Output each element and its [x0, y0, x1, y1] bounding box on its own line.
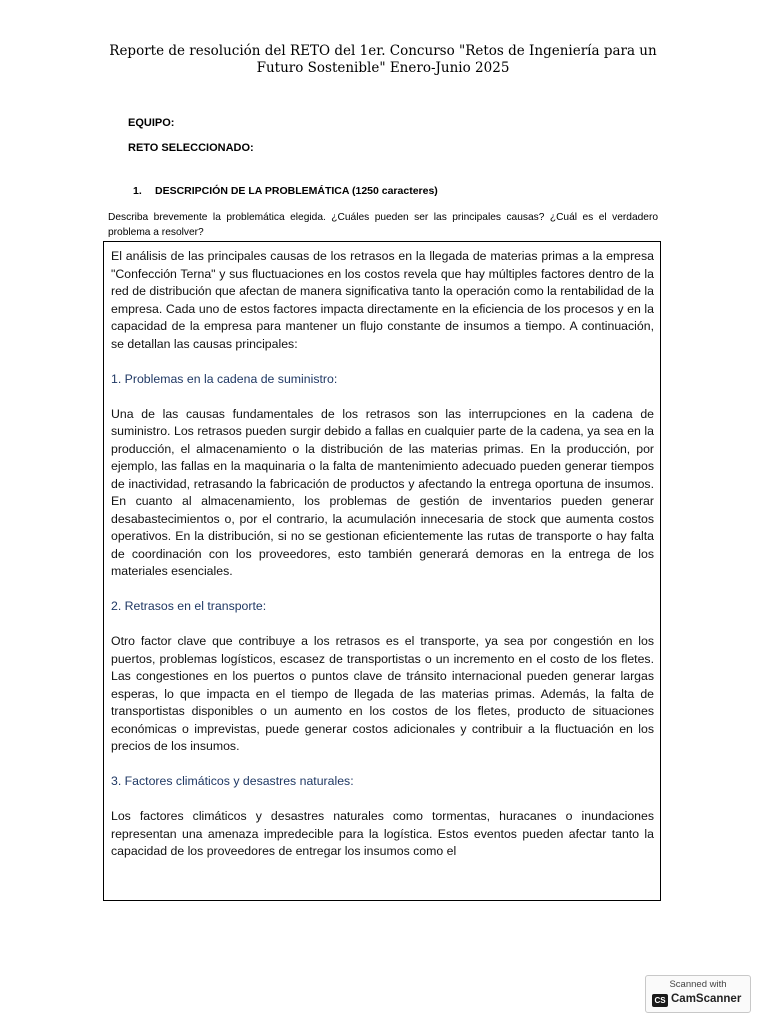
watermark-scanned-text: Scanned with	[669, 979, 727, 990]
subheading-climate: 3. Factores climáticos y desastres naturales:	[111, 774, 354, 788]
reto-label: RETO SELECCIONADO:	[128, 142, 254, 154]
camscanner-watermark	[645, 975, 751, 1013]
equipo-label: EQUIPO:	[128, 117, 175, 129]
subheading-supply-chain: 1. Problemas en la cadena de suministro:	[111, 371, 338, 386]
camscanner-logo-icon: CS	[652, 994, 668, 1007]
section-number: 1.	[133, 185, 142, 197]
subheading-transport: 2. Retrasos en el transporte:	[111, 599, 267, 613]
section-heading	[133, 185, 438, 197]
section-title: DESCRIPCIÓN DE LA PROBLEMÁTICA (1250 caracteres)	[155, 185, 438, 197]
paragraph-climate: Los factores climáticos y desastres naturales como tormentas, huracanes o inundaciones representan una amenaza impredecible para la logística. Estos eventos pueden afectar tanto la capacidad de los proveedores de entregar los insumos como el	[111, 809, 654, 858]
answer-box	[103, 241, 661, 901]
watermark-brand-name: CamScanner	[671, 993, 742, 1005]
section-instructions: Describa brevemente la problemática elegida. ¿Cuáles pueden ser las principales causas? ¿Cuál es el verdadero problema a resolver?	[108, 212, 658, 238]
intro-paragraph: El análisis de las principales causas de los retrasos en la llegada de materias primas a la empresa "Confección Terna" y sus fluctuaciones en los costos revela que hay múltiples factores dentro de la red de distribución que afectan de manera significativa tanto la operación como la rentabilidad de la empresa. Cada uno de estos factores impacta directamente en la eficiencia de los procesos y en la capacidad de la empresa para mantener un flujo constante de insumos a tiempo. A continuación, se detallan las causas principales:	[111, 249, 654, 351]
paragraph-supply-chain: Una de las causas fundamentales de los retrasos son las interrupciones en la cadena de suministro. Los retrasos pueden surgir debido a fallas en cualquier parte de la cadena, ya sea en la producción, el almacenamiento o la distribución de las materias primas. En la producción, por ejemplo, las fallas en la maquinaria o la falta de mantenimiento adecuado pueden generar tiempos de inactividad, retrasando la fabricación de productos y afectando la entrega oportuna de insumos. En cuanto al almacenamiento, los problemas de gestión de inventarios pueden generar desabastecimientos o, por el contrario, la acumulación innecesaria de stock que aumenta costos operativos. En la distribución, si no se gestionan eficientemente las rutas de transporte o hay falta de coordinación con los proveedores, esto también generará demoras en la entrega de los materiales esenciales.	[111, 406, 654, 578]
paragraph-transport: Otro factor clave que contribuye a los retrasos es el transporte, ya sea por congestión en los puertos, problemas logísticos, escasez de transportistas o un incremento en el costo de los fletes. Las congestiones en los puertos o puntos clave de tránsito internacional pueden generar largas esperas, lo que impacta en el tiempo de llegada de las materias primas. Además, la falta de transportistas disponibles o un aumento en los costos de los fletes, producto de situaciones económicas o imprevistas, puede generar costos adicionales y contribuir a la fluctuación en los precios de los insumos.	[111, 634, 654, 753]
report-title: Reporte de resolución del RETO del 1er. Concurso "Retos de Ingeniería para un Futuro Sostenible" Enero-Junio 2025	[109, 43, 657, 76]
